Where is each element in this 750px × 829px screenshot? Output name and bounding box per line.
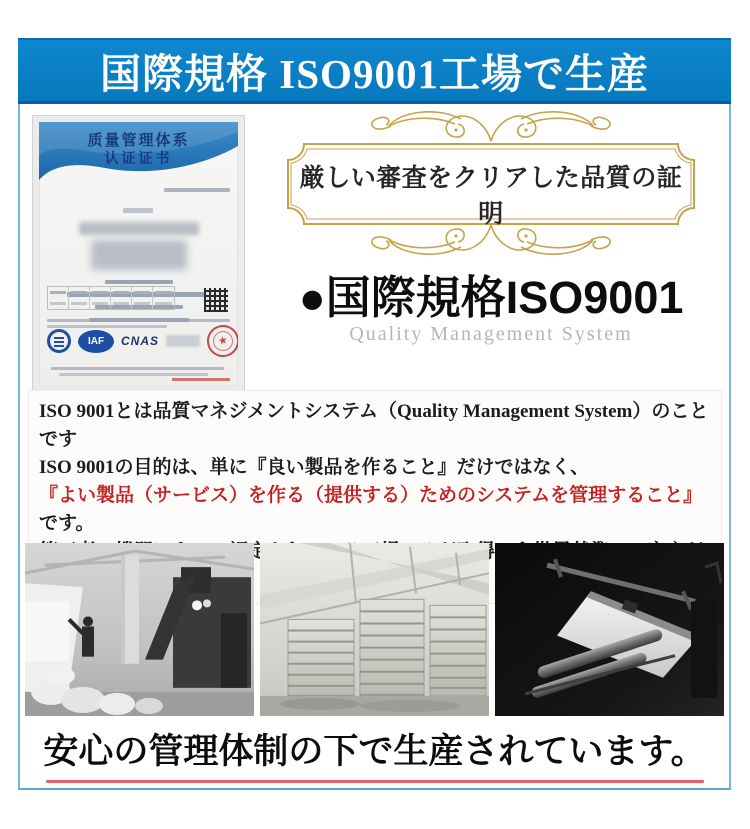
- certificate-table: [47, 286, 175, 310]
- certificate-footnote-line-1: [47, 319, 230, 322]
- blurred-company-block: [91, 240, 187, 270]
- top-banner: [18, 38, 731, 104]
- description-line-3-red: 『よい製品（サービス）を作る（提供する）ためのシステムを管理すること』: [39, 485, 703, 506]
- qr-code: [204, 288, 228, 312]
- description-line-3: [39, 482, 715, 538]
- quality-badge-text: 厳しい審査をクリアした品質の証明: [299, 165, 683, 228]
- cnas-logo: CNAS: [121, 334, 160, 348]
- factory-sewing-floor-illustration: [25, 543, 254, 716]
- fabric-inspection-machine-illustration: [495, 543, 724, 716]
- certificate-number-line: [164, 188, 230, 192]
- signature-mark: [166, 335, 200, 347]
- certificate-paper: [39, 122, 238, 386]
- red-underline: [46, 780, 704, 783]
- accreditation-logos-row: [47, 324, 232, 358]
- blurred-company-name: [79, 222, 199, 235]
- description-line-2: ISO 9001の目的は、単に『良い製品を作ること』だけではなく、: [39, 457, 590, 478]
- description-line-3-black: です。: [39, 513, 95, 534]
- bullet-icon: ●: [298, 272, 326, 323]
- footer-text: 安心の管理体制の下で生産されています。: [43, 732, 706, 771]
- iso-certificate-image: [32, 115, 245, 393]
- certificate-bottom-line-1: [51, 367, 224, 370]
- banner-title: 国際規格 ISO9001工場で生産: [100, 51, 649, 97]
- factory-photo-row: [25, 543, 724, 716]
- description-line-1: ISO 9001とは品質マネジメントシステム（Quality Management System）のことです: [39, 401, 709, 450]
- iso-heading: [258, 274, 724, 346]
- certificate-bottom-line-2: [59, 373, 208, 376]
- accreditation-ring-icon: [47, 329, 71, 353]
- iso-heading-title: 国際規格ISO9001: [325, 272, 684, 323]
- warehouse-stacks-illustration: [260, 543, 489, 716]
- certificate-title-line1: 质量管理体系: [87, 133, 190, 149]
- certificate-title-line2: 认证证书: [104, 152, 173, 167]
- red-mark: [172, 378, 230, 381]
- red-seal-stamp-icon: [204, 322, 238, 360]
- content-frame: [18, 38, 731, 790]
- factory-photo-2: [260, 543, 489, 716]
- quality-badge: [258, 108, 724, 260]
- certificate-small-label: [123, 208, 153, 213]
- factory-photo-3: [495, 543, 724, 716]
- certificate-text-line-1: [105, 280, 173, 284]
- factory-photo-1: [25, 543, 254, 716]
- iaf-badge-icon: IAF: [78, 330, 114, 353]
- iso-heading-subtitle: Quality Management System: [349, 323, 633, 346]
- footer-statement: [20, 724, 729, 783]
